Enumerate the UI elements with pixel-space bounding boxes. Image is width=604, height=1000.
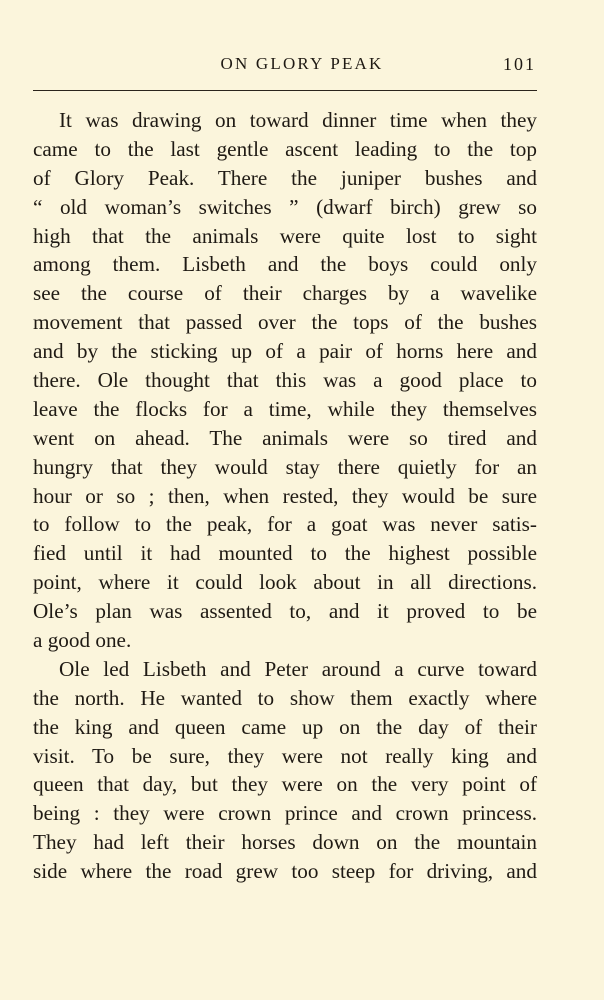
- text-line: leave the flocks for a time, while they themselves: [33, 396, 537, 421]
- text-line: point, where it could look about in all directions.: [33, 570, 537, 595]
- text-line: fied until it had mounted to the highest possible: [33, 541, 537, 566]
- text-line: Ole led Lisbeth and Peter around a curve toward: [59, 656, 537, 681]
- text-line: went on ahead. The animals were so tired and: [33, 425, 537, 450]
- text-line: hour or so ; then, when rested, they would be sure: [33, 483, 537, 508]
- text-line: came to the last gentle ascent leading to the top: [33, 136, 537, 161]
- text-line: the king and queen came up on the day of their: [33, 714, 537, 739]
- text-line: “ old woman’s switches ” (dwarf birch) grew so: [33, 194, 537, 219]
- text-line: movement that passed over the tops of the bushes: [33, 310, 537, 335]
- paragraph: [33, 655, 537, 886]
- text-line: being : they were crown prince and crown princess.: [33, 801, 537, 826]
- running-title: ON GLORY PEAK: [220, 54, 384, 73]
- text-line: and by the sticking up of a pair of horns here and: [33, 339, 537, 364]
- text-line: see the course of their charges by a wavelike: [33, 281, 537, 306]
- text-line: It was drawing on toward dinner time when they: [59, 108, 537, 132]
- text-line: to follow to the peak, for a goat was never satis-: [33, 512, 537, 537]
- text-line: queen that day, but they were on the very point of: [33, 772, 537, 797]
- text-line: hungry that they would stay there quietly for an: [33, 454, 537, 479]
- text-line: high that the animals were quite lost to sight: [33, 223, 537, 248]
- running-header: [0, 54, 604, 80]
- text-line: side where the road grew too steep for driving, and: [33, 859, 537, 884]
- text-line: of Glory Peak. There the juniper bushes and: [33, 165, 537, 190]
- header-rule: [33, 90, 537, 91]
- paragraph: [33, 106, 537, 655]
- text-line: visit. To be sure, they were not really king and: [33, 743, 537, 768]
- text-line: Ole’s plan was assented to, and it proved to be: [33, 599, 537, 624]
- text-line: a good one.: [33, 628, 132, 653]
- text-line: They had left their horses down on the mountain: [33, 830, 537, 855]
- body-text: [33, 106, 537, 886]
- text-line: among them. Lisbeth and the boys could only: [33, 252, 537, 277]
- page-number: 101: [503, 54, 536, 74]
- text-line: the north. He wanted to show them exactly where: [33, 685, 537, 710]
- text-line: there. Ole thought that this was a good place to: [33, 368, 537, 393]
